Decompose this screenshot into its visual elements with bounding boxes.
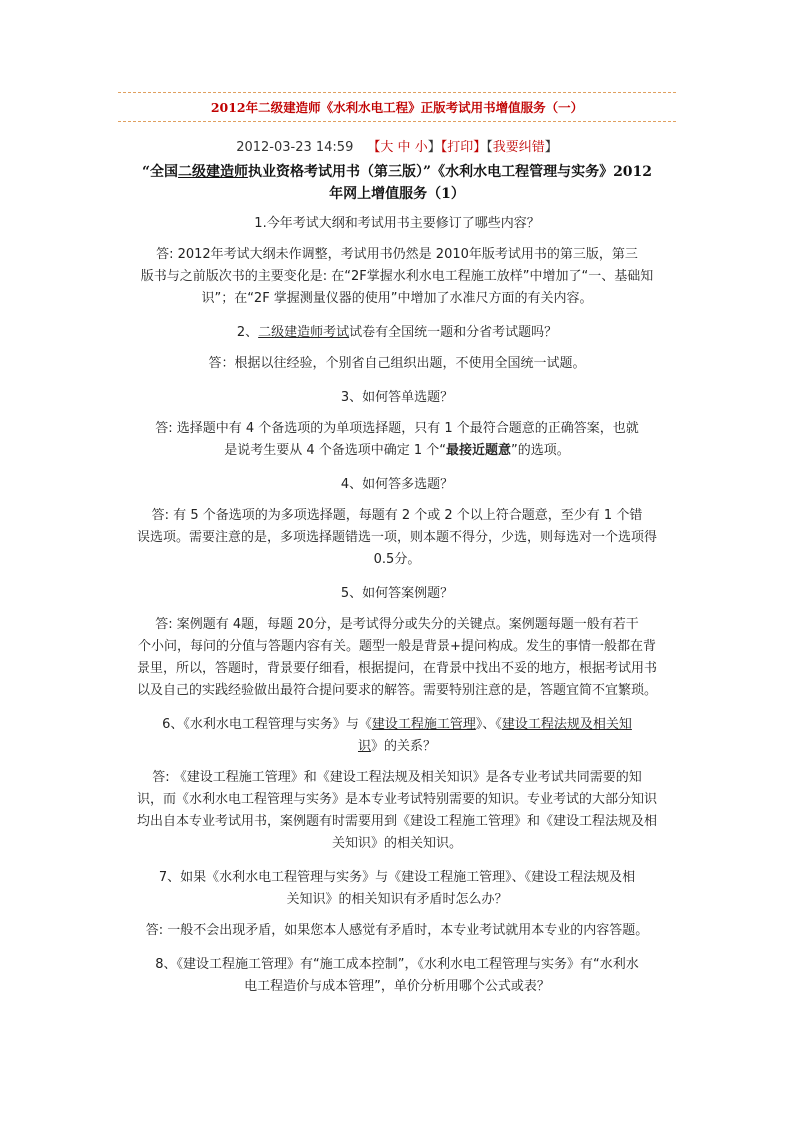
- question-line: [118, 736, 676, 758]
- question-text: 2、: [236, 325, 259, 340]
- font-size-control: [367, 140, 440, 155]
- answer-1: [118, 244, 676, 310]
- question-5: 5、如何答案例题？: [340, 586, 454, 601]
- question-8: [118, 954, 676, 998]
- answer-line: 答: 有 5 个备选项的为多项选择题，每题有 2 个或 2 个以上符合题意，至少有 1 个错: [151, 508, 643, 523]
- question-text: 》的关系？: [371, 739, 437, 754]
- question-text: 试卷有全国统一题和分省考试题吗？: [349, 325, 558, 340]
- question-line: 关知识》的相关知识有矛盾时怎么办？: [286, 892, 508, 907]
- heading-link-constructor[interactable]: 二级建造师: [178, 164, 249, 180]
- answer-line: 答: 《建设工程施工管理》和《建设工程法规及相关知识》是各专业考试共同需要的知: [152, 770, 642, 785]
- question-7: [118, 867, 676, 911]
- bottom-divider: [118, 121, 676, 122]
- answer-line: 识”；在“2F 掌握测量仪器的使用”中增加了水准尺方面的有关内容。: [201, 291, 593, 306]
- question-6: [118, 714, 676, 758]
- exam-link[interactable]: 二级建造师考试: [258, 325, 350, 340]
- answer-7: 答: 一般不会出现矛盾，如果您本人感觉有矛盾时，本专业考试就用本专业的内容答题。: [145, 923, 649, 938]
- answer-6: [118, 767, 676, 855]
- answer-line: 景里，所以，答题时，背景要仔细看，根据提问，在背景中找出不妥的地方，根据考试用书: [136, 661, 657, 676]
- question-text: 6、《水利水电工程管理与实务》与《: [162, 717, 372, 732]
- answer-3: [118, 418, 676, 462]
- answer-text: ”的选项。: [511, 443, 570, 458]
- publish-datetime: 2012-03-23 14:59: [236, 140, 354, 155]
- print-link[interactable]: 【打印】: [440, 140, 487, 155]
- question-4: 4、如何答多选题？: [340, 477, 454, 492]
- answer-line: 个小问，每问的分值与答题内容有关。题型一般是背景+提问构成。发生的事情一般都在背: [138, 639, 656, 654]
- regulations-link[interactable]: 建设工程法规及相关知: [501, 717, 632, 732]
- font-size-small-link[interactable]: 小: [414, 140, 428, 155]
- answer-line: 答: 2012年考试大纲未作调整，考试用书仍然是 2010年版考试用书的第三版，第三: [156, 247, 638, 262]
- question-line: [118, 714, 676, 736]
- answer-line: 答: 案例题有 4题，每题 20分，是考试得分或失分的关键点。案例题每题一般有若干: [155, 617, 639, 632]
- question-text: 》、《: [475, 717, 502, 732]
- question-3: 3、如何答单选题？: [340, 390, 454, 405]
- report-error-link[interactable]: 我要纠错: [492, 140, 545, 155]
- font-size-large-link[interactable]: 大: [380, 140, 394, 155]
- question-line: 7、如果《水利水电工程管理与实务》与《建设工程施工管理》、《建设工程法规及相: [158, 870, 636, 885]
- answer-2: 答：根据以往经验，个别省自己组织出题，不使用全国统一试题。: [208, 356, 586, 371]
- answer-line: 以及自己的实践经验做出最符合提问要求的解答。需要特别注意的是，答题宜简不宜繁琐。: [136, 683, 657, 698]
- heading-text: “全国: [141, 164, 179, 180]
- answer-line: 关知识》的相关知识。: [331, 836, 462, 851]
- article-heading: [118, 161, 676, 205]
- emphasis-text: 最接近题意: [446, 443, 512, 458]
- page-title: 2012年二级建造师《水利水电工程》正版考试用书增值服务（一）: [210, 100, 584, 115]
- heading-line-1: [118, 161, 676, 183]
- answer-5: [118, 614, 676, 702]
- heading-line-2: 年网上增值服务（1）: [329, 186, 465, 202]
- regulations-link-cont[interactable]: 识: [357, 739, 371, 754]
- answer-line: 0.5分。: [373, 552, 421, 567]
- answer-line: 版书与之前版次书的主要变化是: 在“2F掌握水利水电工程施工放样”中增加了“一、基础知: [140, 269, 654, 284]
- answer-line: 误选项。需要注意的是，多项选择题错选一项，则本题不得分，少选，则每选对一个选项得: [136, 530, 657, 545]
- article: [118, 92, 676, 998]
- bracket: 】: [427, 140, 441, 155]
- answer-line: 答: 选择题中有 4 个备选项的为单项选择题，只有 1 个最符合题意的正确答案，也就: [155, 421, 639, 436]
- answer-4: [118, 505, 676, 571]
- font-size-medium-link[interactable]: 中: [397, 140, 411, 155]
- construction-management-link[interactable]: 建设工程施工管理: [371, 717, 476, 732]
- question-2: [118, 322, 676, 344]
- heading-text: 执业资格考试用书（第三版）”《水利水电工程管理与实务》2012: [248, 164, 653, 180]
- question-1: 1.今年考试大纲和考试用书主要修订了哪些内容？: [254, 216, 540, 231]
- answer-line: 识，而《水利水电工程管理与实务》是本专业考试特别需要的知识。专业考试的大部分知识: [136, 792, 657, 807]
- answer-line: 均出自本专业考试用书，案例题有时需要用到《建设工程施工管理》和《建设工程法规及相: [136, 814, 657, 829]
- question-line: 8、《建设工程施工管理》有“施工成本控制”，《水利水电工程管理与实务》有“水利水: [155, 957, 639, 972]
- article-meta: [118, 136, 676, 155]
- answer-text: 是说考生要从 4 个备选项中确定 1 个“: [224, 443, 447, 458]
- bracket: 【: [486, 140, 493, 155]
- question-line: 电工程造价与成本管理”，单价分析用哪个公式或表？: [244, 979, 550, 994]
- bracket: 】: [544, 140, 558, 155]
- bracket: 【: [367, 140, 381, 155]
- answer-line: [118, 440, 676, 462]
